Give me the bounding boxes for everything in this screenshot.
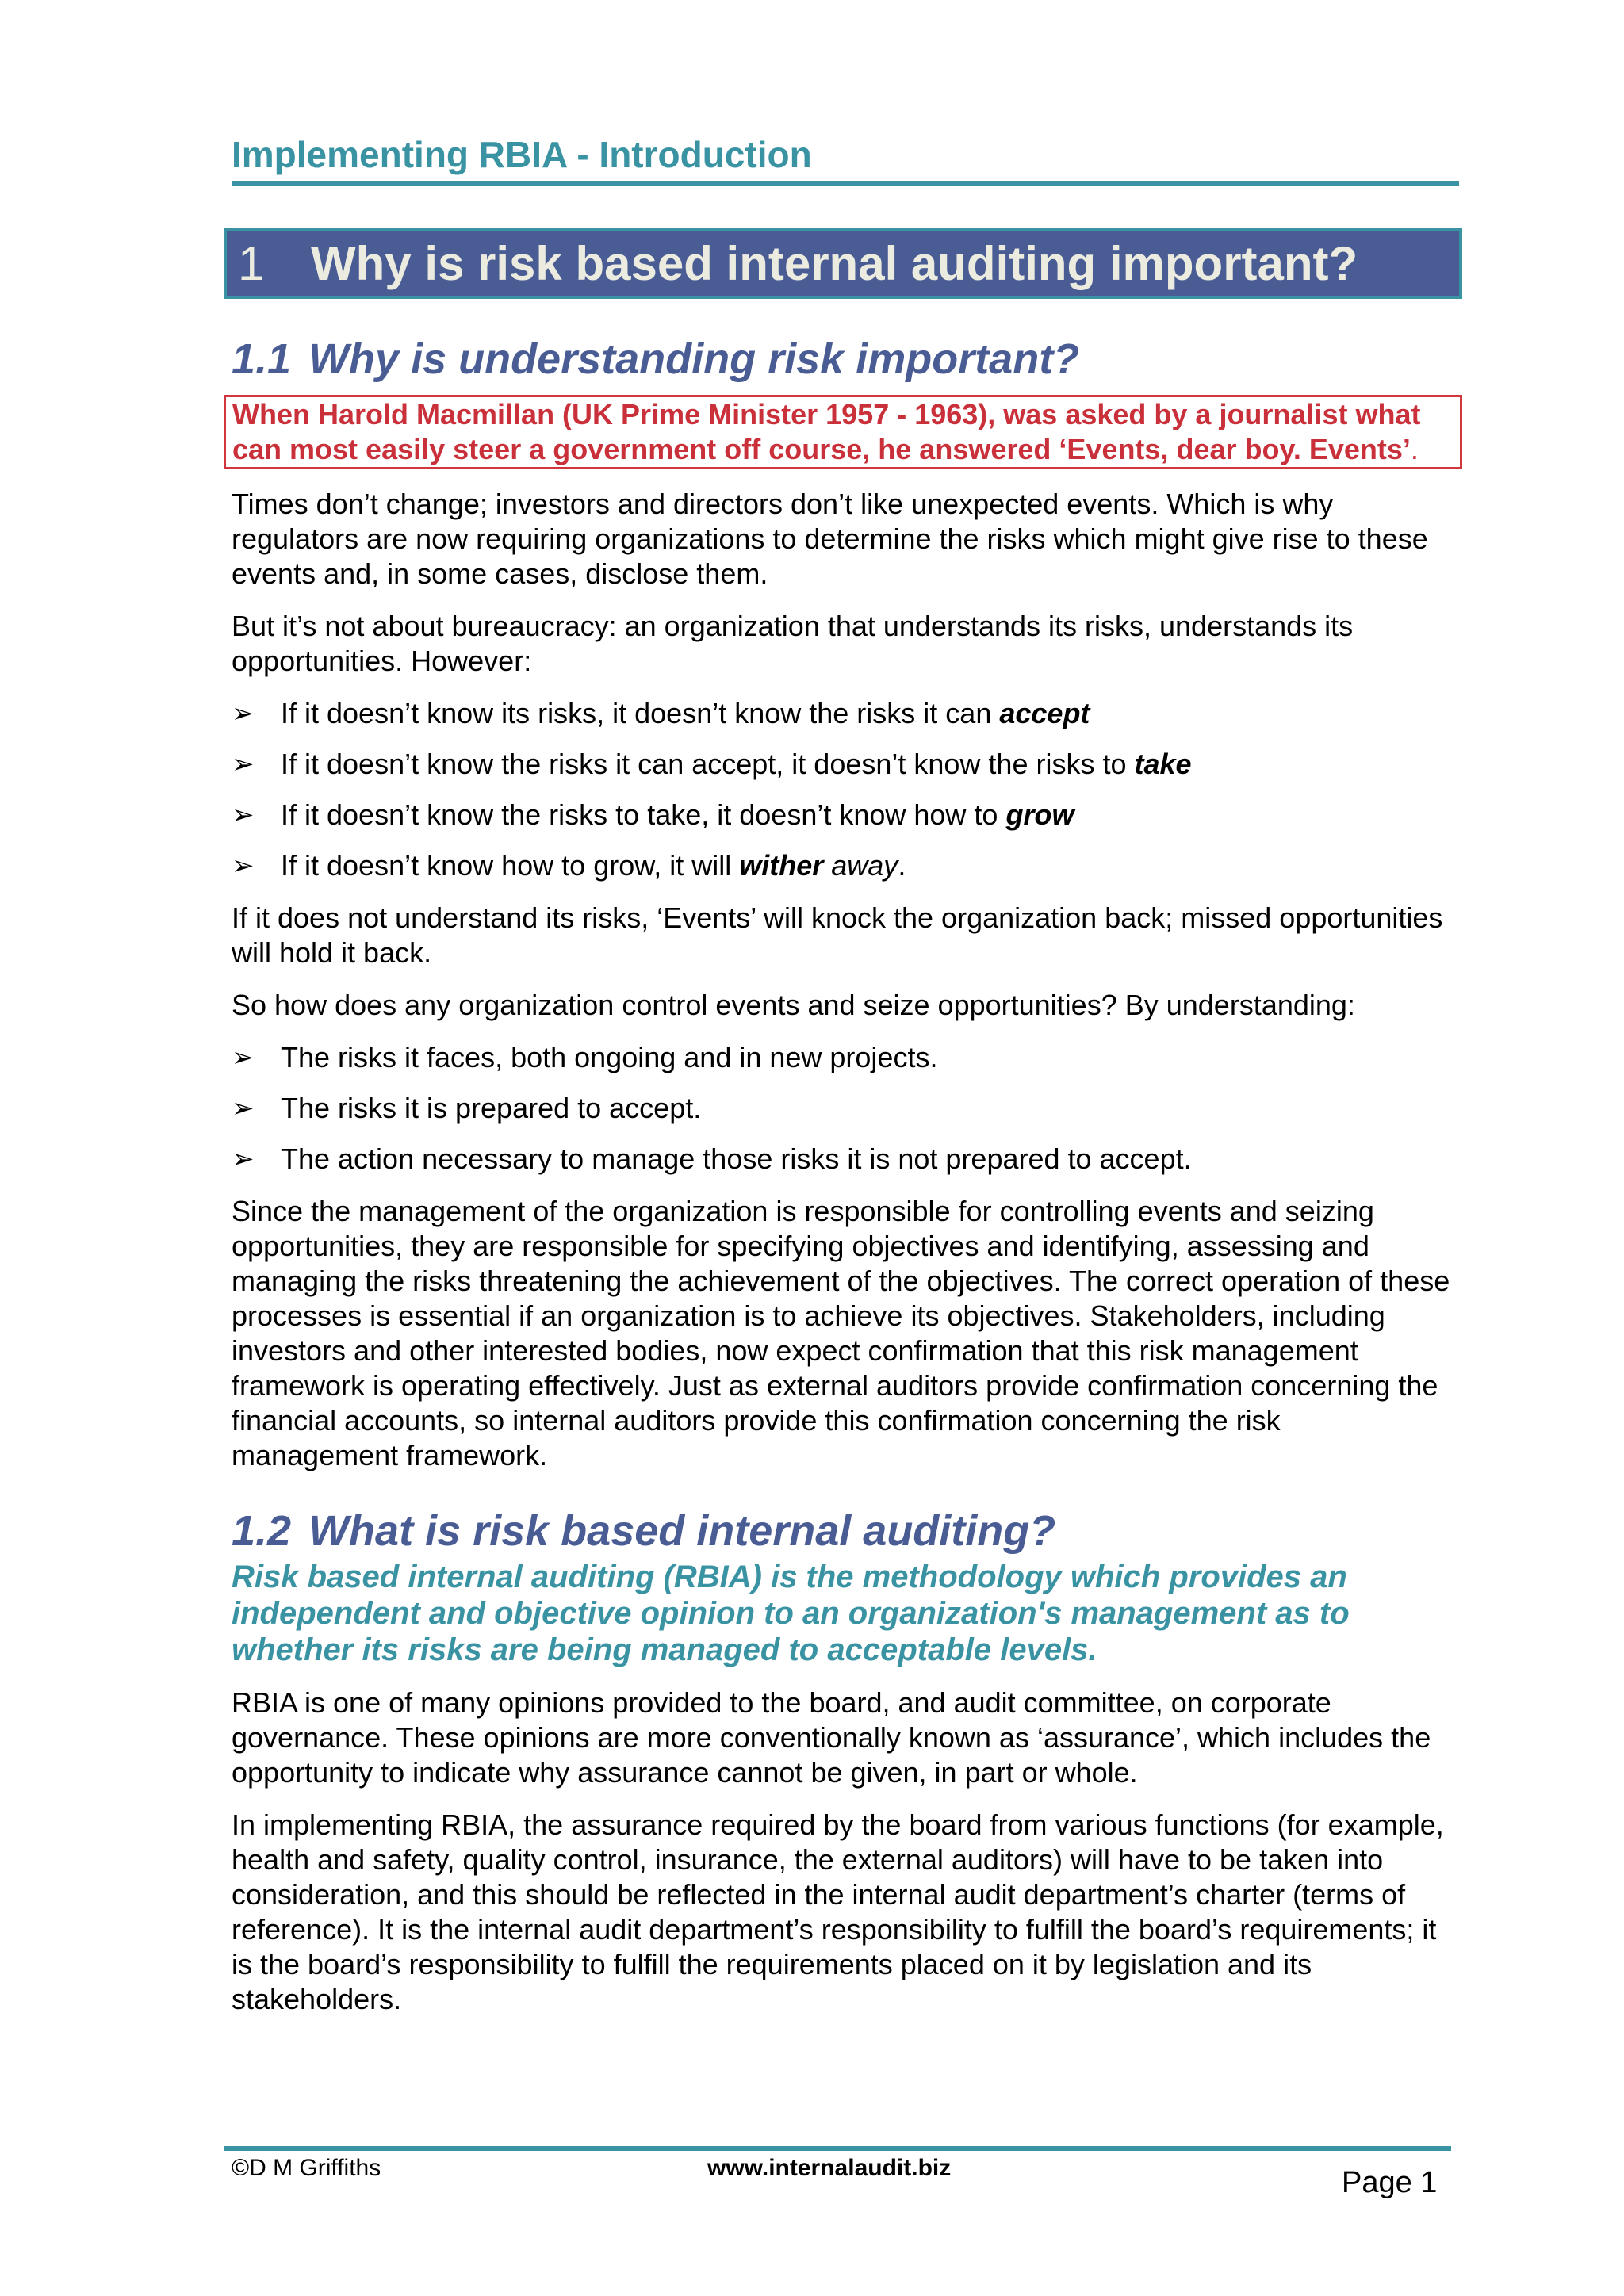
list-item-tail: . bbox=[898, 849, 906, 882]
list-item-emphasis: wither bbox=[739, 849, 824, 882]
section-heading-1-2 bbox=[232, 1503, 1453, 1559]
bullet-list-risks bbox=[232, 696, 1453, 883]
arrow-bullet-icon: ➢ bbox=[232, 800, 255, 830]
header-rule bbox=[232, 181, 1459, 186]
main-content bbox=[232, 331, 1453, 2034]
definition-text: Risk based internal auditing (RBIA) is the methodology which provides an independent and objective opinion to an organization's management as to whether its risks are being managed to acceptable levels. bbox=[232, 1559, 1350, 1667]
list-item-text: If it doesn’t know its risks, it doesn’t know the risks it can bbox=[281, 697, 1000, 729]
arrow-bullet-icon: ➢ bbox=[232, 851, 255, 881]
arrow-bullet-icon: ➢ bbox=[232, 698, 255, 729]
list-item-text: If it doesn’t know the risks to take, it doesn’t know how to bbox=[281, 798, 1006, 831]
list-item bbox=[232, 747, 1453, 782]
list-item-italic: away bbox=[823, 849, 898, 882]
quote-end: . bbox=[1410, 433, 1419, 465]
list-item-emphasis: take bbox=[1134, 748, 1192, 780]
list-item bbox=[232, 1091, 1453, 1126]
list-item-text: If it doesn’t know how to grow, it will bbox=[281, 849, 740, 882]
arrow-bullet-icon: ➢ bbox=[232, 1043, 255, 1073]
list-item bbox=[232, 1142, 1453, 1177]
list-item bbox=[232, 696, 1453, 731]
footer-rule bbox=[224, 2146, 1451, 2151]
section-heading-1-1 bbox=[232, 331, 1453, 387]
paragraph: If it does not understand its risks, ‘Events’ will knock the organization back; missed opportunities will hold it back. bbox=[232, 901, 1443, 969]
arrow-bullet-icon: ➢ bbox=[232, 1093, 255, 1123]
footer-copyright: ©D M Griffiths bbox=[232, 2155, 381, 2181]
section-number: 1.2 bbox=[232, 1507, 292, 1555]
paragraph: In implementing RBIA, the assurance required by the board from various functions (for example, health and safety, quality control, insurance, the external auditors) will have to be taken into consideration, and this should be reflected in the internal audit department’s charter (terms of reference). It is the internal audit department’s responsibility to fulfill the board’s requirements; it is the board’s responsibility to fulfill the requirements placed on it by legislation and its stakeholders. bbox=[232, 1808, 1444, 2015]
section-title: What is risk based internal auditing? bbox=[308, 1507, 1056, 1555]
list-item-text: The risks it faces, both ongoing and in new projects. bbox=[281, 1041, 938, 1073]
chapter-title: Why is risk based internal auditing important? bbox=[311, 236, 1358, 290]
list-item bbox=[232, 1040, 1453, 1075]
paragraph: Times don’t change; investors and directors don’t like unexpected events. Which is why regulators are now requiring organizations to determine the risks which might give rise to these events and, in some cases, disclose them. bbox=[232, 488, 1428, 590]
arrow-bullet-icon: ➢ bbox=[232, 749, 255, 779]
footer-website: www.internalaudit.biz bbox=[707, 2155, 952, 2181]
chapter-number: 1 bbox=[238, 236, 265, 290]
list-item-emphasis: grow bbox=[1005, 798, 1074, 831]
list-item bbox=[232, 798, 1453, 832]
paragraph: So how does any organization control events and seize opportunities? By understanding: bbox=[232, 989, 1355, 1021]
quote-text: When Harold Macmillan (UK Prime Minister 1957 - 1963), was asked by a journalist what can most easily steer a government off course, he answered ‘Events, dear boy. Events’ bbox=[232, 398, 1421, 465]
list-item bbox=[232, 848, 1453, 883]
list-item-emphasis: accept bbox=[999, 697, 1090, 729]
chapter-banner bbox=[224, 228, 1462, 299]
quote-box bbox=[224, 395, 1462, 469]
section-number: 1.1 bbox=[232, 335, 292, 383]
arrow-bullet-icon: ➢ bbox=[232, 1144, 255, 1174]
list-item-text: If it doesn’t know the risks it can accept, it doesn’t know the risks to bbox=[281, 748, 1135, 780]
paragraph: Since the management of the organization is responsible for controlling events and seizing opportunities, they are responsible for specifying objectives and identifying, assessing and managing the risks threatening the achievement of the objectives. The correct operation of these processes is essential if an organization is to achieve its objectives. Stakeholders, including investors and other interested bodies, now expect confirmation that this risk management framework is operating effectively. Just as external auditors provide confirmation concerning the financial accounts, so internal auditors provide this confirmation concerning the risk management framework. bbox=[232, 1195, 1450, 1471]
list-item-text: The risks it is prepared to accept. bbox=[281, 1092, 702, 1124]
page-number: Page 1 bbox=[1342, 2166, 1438, 2199]
list-item-text: The action necessary to manage those risks it is not prepared to accept. bbox=[281, 1142, 1192, 1175]
bullet-list-understanding bbox=[232, 1040, 1453, 1177]
paragraph: RBIA is one of many opinions provided to the board, and audit committee, on corporate governance. These opinions are more conventionally known as ‘assurance’, which includes the opportunity to indicate why assurance cannot be given, in part or whole. bbox=[232, 1686, 1431, 1789]
paragraph: But it’s not about bureaucracy: an organization that understands its risks, understands its opportunities. However: bbox=[232, 610, 1354, 677]
running-header: Implementing RBIA - Introduction bbox=[232, 134, 812, 175]
section-title: Why is understanding risk important? bbox=[308, 335, 1080, 383]
